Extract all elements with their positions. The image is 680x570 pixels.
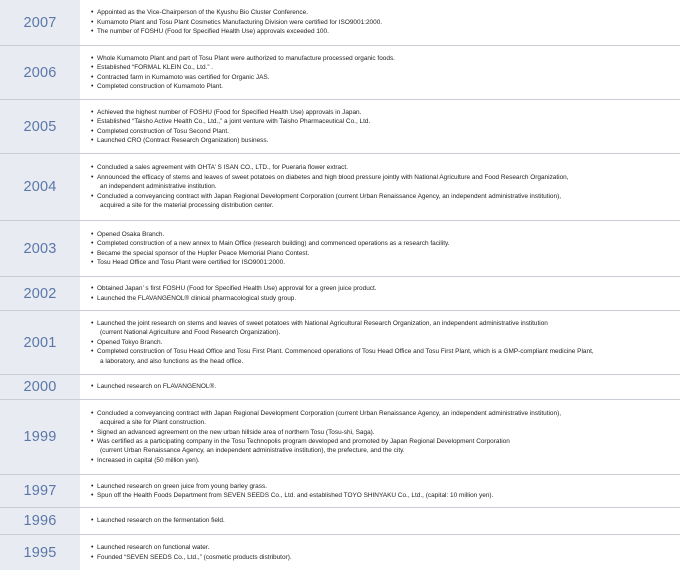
event-item: • Launched CRO (Contract Research Organization) business. (91, 136, 674, 145)
timeline-row (0, 374, 680, 399)
timeline-row (0, 399, 680, 474)
event-item: • Established “Taisho Active Health Co., Ltd.,” a joint venture with Taisho Pharmaceutical Co., Ltd. (91, 117, 674, 126)
event-item: • Obtained Japan’ s first FOSHU (Food for Specified Health Use) approval for a green juice product. (91, 284, 674, 293)
event-item: • Launched research on functional water. (91, 543, 674, 552)
event-item: • Spun off the Health Foods Department from SEVEN SEEDS Co., Ltd. and established TOYO SHINYAKU Co., Ltd., (capital: 10 million yen). (91, 491, 674, 500)
event-item: • Launched the joint research on stems and leaves of sweet potatoes with National Agricultural Research Organization, an independent administrative institution (91, 319, 674, 328)
event-list (80, 375, 680, 399)
event-item: • Increased in capital (50 million yen). (91, 456, 674, 465)
event-item: • Contracted farm in Kumamoto was certified for Organic JAS. (91, 73, 674, 82)
year-label: 1996 (0, 508, 80, 534)
timeline-row (0, 220, 680, 276)
event-item: • Launched the FLAVANGENOL® clinical pharmacological study group. (91, 294, 674, 303)
event-list (80, 221, 680, 276)
event-item-continuation: an independent administrative institution. (100, 183, 217, 191)
event-item: • Opened Tokyo Branch. (91, 338, 674, 347)
timeline-row (0, 474, 680, 507)
event-item-continuation: acquired a site for Plant construction. (100, 419, 206, 427)
event-list (80, 535, 680, 570)
event-list (80, 277, 680, 310)
event-list (80, 311, 680, 374)
year-label: 2000 (0, 375, 80, 399)
event-item: • Founded “SEVEN SEEDS Co., Ltd.,” (cosmetic products distributor). (91, 553, 674, 562)
event-item: • Concluded a conveyancing contract with Japan Regional Development Corporation (current Urban Renaissance Agency, an independent administrative institution), (91, 192, 674, 201)
year-label: 2007 (0, 0, 80, 45)
timeline-row (0, 99, 680, 153)
year-label: 1997 (0, 475, 80, 507)
event-list (80, 0, 680, 45)
event-item: • Launched research on FLAVANGENOL®. (91, 382, 674, 391)
event-item: • Achieved the highest number of FOSHU (Food for Specified Health Use) approvals in Japan. (91, 108, 674, 117)
year-label: 2001 (0, 311, 80, 374)
event-item-continuation: acquired a site for the material processing distribution center. (100, 202, 274, 210)
event-item: • Opened Osaka Branch. (91, 230, 674, 239)
year-label: 1995 (0, 535, 80, 570)
year-label: 2005 (0, 100, 80, 153)
event-list (80, 100, 680, 153)
event-item: • Appointed as the Vice-Chairperson of the Kyushu Bio Cluster Conference. (91, 8, 674, 17)
year-label: 2003 (0, 221, 80, 276)
year-label: 2004 (0, 154, 80, 220)
event-item: • Was certified as a participating company in the Tosu Technopolis program developed and promoted by Japan Regional Development Corporation (91, 437, 674, 446)
event-item: • Concluded a conveyancing contract with Japan Regional Development Corporation (current Urban Renaissance Agency, an independent administrative institution), (91, 409, 674, 418)
event-list (80, 154, 680, 220)
timeline-row (0, 507, 680, 534)
event-item: • Completed construction of Tosu Head Office and Tosu First Plant. Commenced operations of Tosu Head Office and Tosu First Plant, which is a GMP-compliant medicine Plant, (91, 347, 674, 356)
event-item: • The number of FOSHU (Food for Specified Health Use) approvals exceeded 100. (91, 27, 674, 36)
event-item: • Became the special sponsor of the Hupfer Peace Memorial Piano Contest. (91, 249, 674, 258)
event-list (80, 46, 680, 99)
event-item: • Announced the efficacy of stems and leaves of sweet potatoes on diabetes and high blood pressure jointly with National Agriculture and Food Research Organization, (91, 173, 674, 182)
year-label: 1999 (0, 400, 80, 474)
event-list (80, 508, 680, 534)
timeline-row (0, 310, 680, 374)
event-item: • Whole Kumamoto Plant and part of Tosu Plant were authorized to manufacture processed organic foods. (91, 54, 674, 63)
event-item: • Signed an advanced agreement on the new urban hillside area of northern Tosu (Tosu-shi, Saga). (91, 428, 674, 437)
event-item-continuation: (current Urban Renaissance Agency, an independent administrative institution), the prefecture, and the city. (100, 447, 405, 455)
timeline-row (0, 45, 680, 99)
event-item: • Concluded a sales agreement with OHTA’ S ISAN CO., LTD., for Pueraria flower extract. (91, 163, 674, 172)
event-item: • Established “FORMAL KLEIN Co., Ltd.” . (91, 63, 674, 72)
event-list (80, 400, 680, 474)
event-item: • Completed construction of Kumamoto Plant. (91, 82, 674, 91)
event-item: • Completed construction of Tosu Second Plant. (91, 127, 674, 136)
event-item-continuation: a laboratory, and also functions as the head office. (100, 357, 244, 365)
year-label: 2002 (0, 277, 80, 310)
timeline-row (0, 153, 680, 220)
event-item: • Launched research on green juice from young barley grass. (91, 482, 674, 491)
event-item: • Completed construction of a new annex to Main Office (research building) and commenced operations as a research facility. (91, 239, 674, 248)
timeline-row (0, 276, 680, 310)
timeline-row (0, 0, 680, 45)
year-label: 2006 (0, 46, 80, 99)
event-item: • Tosu Head Office and Tosu Plant were certified for ISO9001:2000. (91, 258, 674, 267)
event-item: • Kumamoto Plant and Tosu Plant Cosmetics Manufacturing Division were certified for ISO9001:2000. (91, 18, 674, 27)
event-item: • Launched research on the fermentation field. (91, 516, 674, 525)
event-item-continuation: (current National Agriculture and Food Research Organization). (100, 329, 281, 337)
timeline-row (0, 534, 680, 570)
event-list (80, 475, 680, 507)
